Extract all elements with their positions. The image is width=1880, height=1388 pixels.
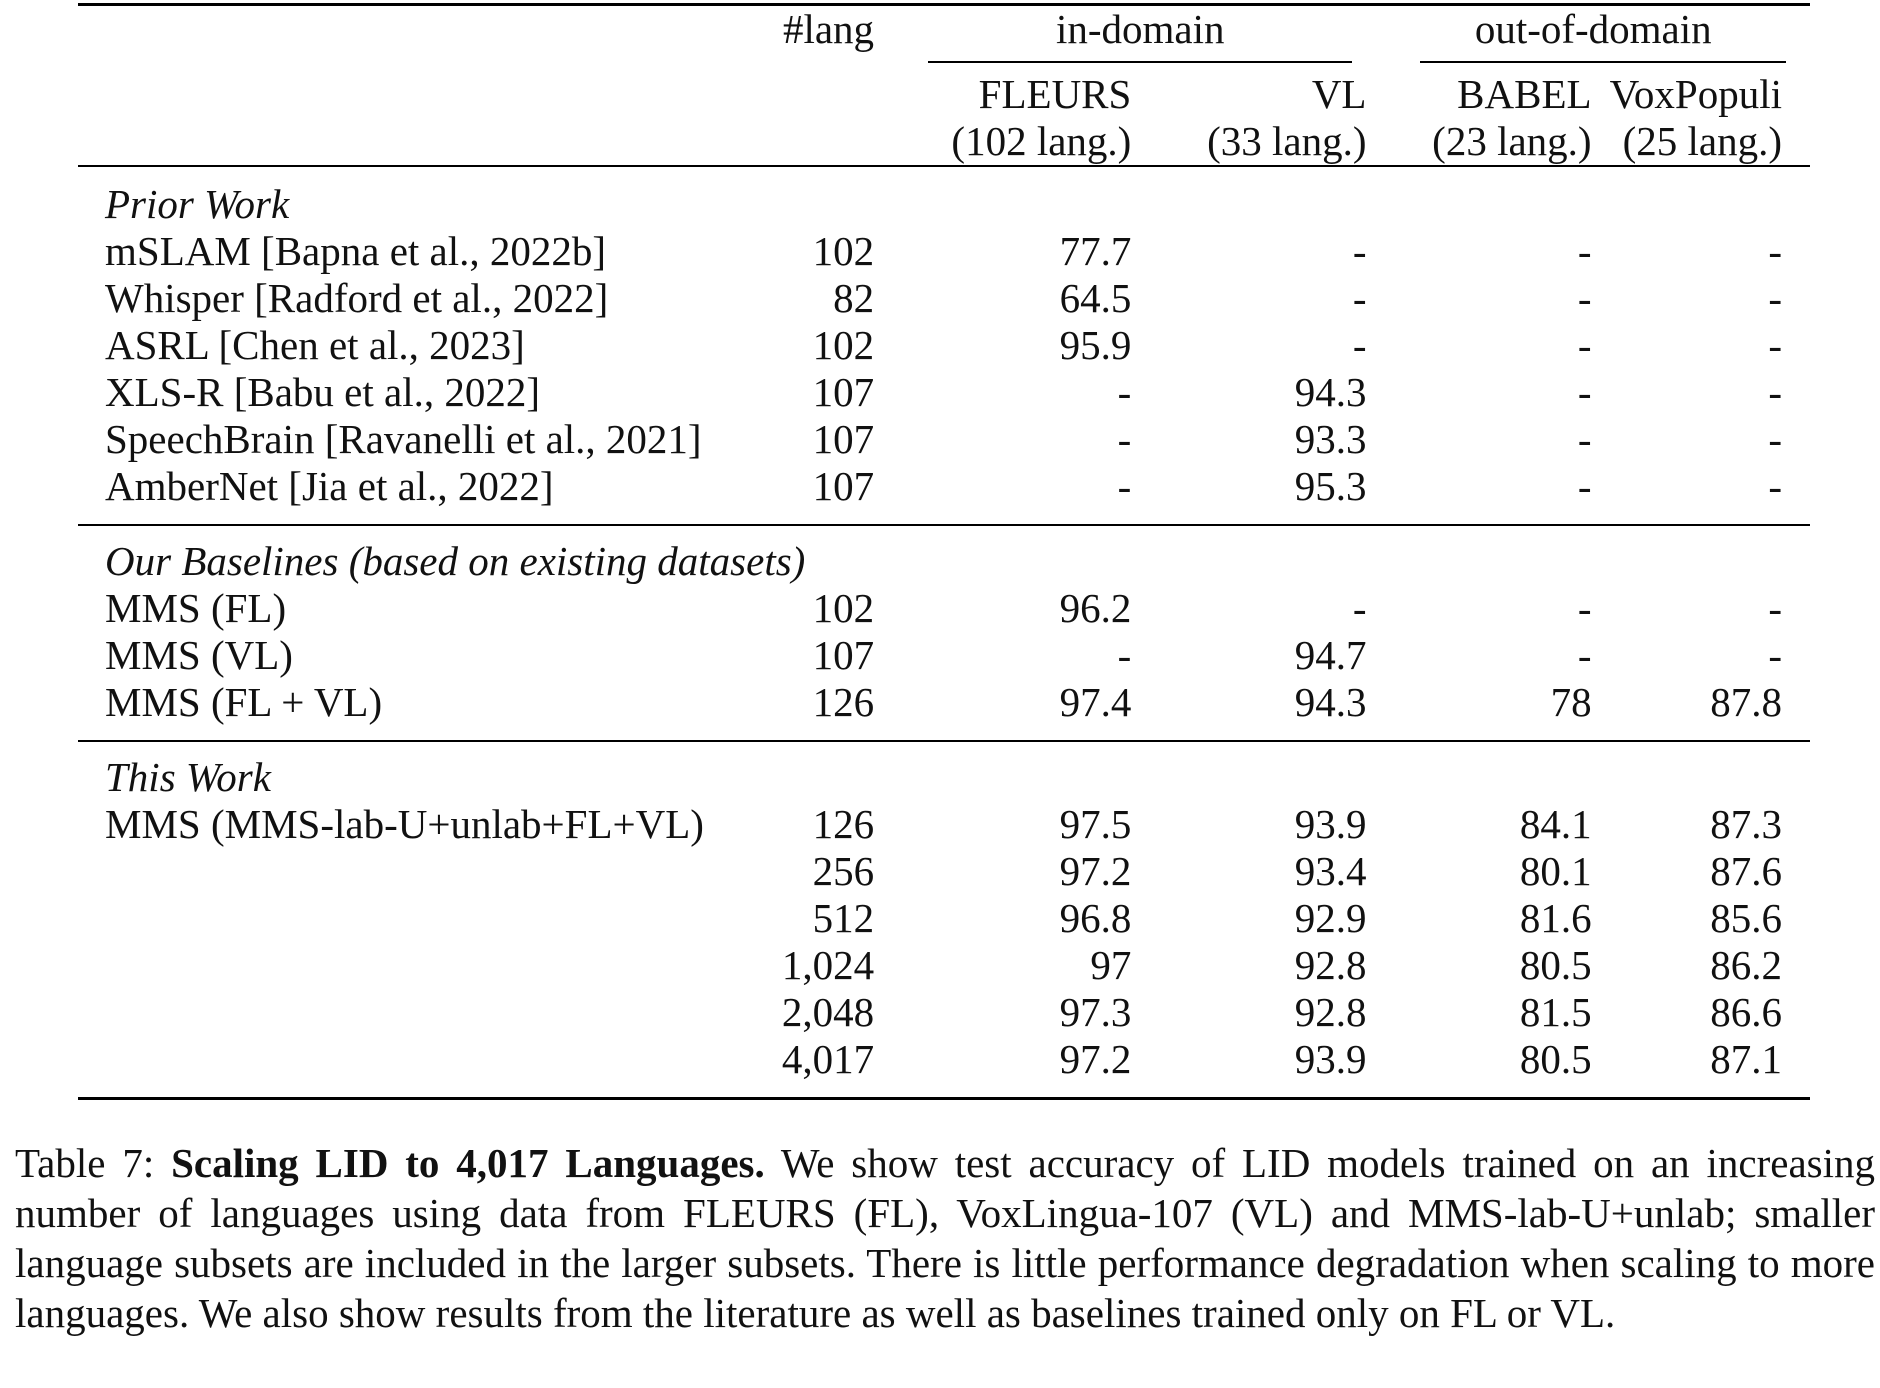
- fleurs-cell: -: [1117, 632, 1132, 678]
- voxpopuli-cell: -: [1768, 369, 1782, 415]
- model-name-cell: XLS-R [Babu et al., 2022]: [105, 369, 540, 415]
- in-domain-rule: [928, 61, 1352, 63]
- table-row: [78, 463, 1810, 525]
- fleurs-cell: 97.2: [904, 1036, 1159, 1099]
- babel-cell: -: [1577, 632, 1592, 678]
- fleurs-cell: 96.8: [1059, 895, 1132, 941]
- header-babel: BABEL (23 lang.): [1432, 71, 1592, 164]
- model-name-cell: ASRL [Chen et al., 2023]: [105, 322, 525, 368]
- table-row: [78, 801, 1810, 848]
- table-row: [78, 632, 1810, 679]
- header-empty-cell: [78, 5, 736, 72]
- caption-title: Scaling LID to 4,017 Languages.: [171, 1140, 765, 1186]
- lang-count-cell: 82: [833, 275, 875, 321]
- babel-cell: 81.5: [1519, 989, 1592, 1035]
- voxpopuli-cell: -: [1768, 228, 1782, 274]
- table-row: [78, 416, 1810, 463]
- in-domain-label: in-domain: [1056, 6, 1225, 52]
- table-row: [78, 942, 1810, 989]
- out-of-domain-rule: [1420, 61, 1786, 63]
- header-voxpopuli: VoxPopuli (25 lang.): [1609, 71, 1782, 164]
- lang-count-cell: 102: [812, 585, 875, 631]
- model-name-cell: [78, 989, 736, 1036]
- model-name-cell: MMS (VL): [105, 632, 293, 678]
- lang-count-cell: 102: [812, 228, 875, 274]
- table-caption: [15, 1138, 1875, 1338]
- fleurs-cell: -: [1117, 463, 1132, 509]
- voxpopuli-cell: -: [1768, 463, 1782, 509]
- table-row: [78, 1036, 1810, 1099]
- caption-text: We show test accuracy of LID models trained on an increasing number of languages using data from FLEURS (FL), VoxLingua-107 (VL) and MMS-lab-U+unlab; smaller language subsets are included in the larger subsets. There is little performance degradation when scaling to more languages. We also show results from the literature as well as baselines trained only on FL or VL.: [15, 1140, 1875, 1336]
- vl-cell: 92.8: [1294, 989, 1367, 1035]
- header-group-row: [78, 5, 1810, 72]
- voxpopuli-cell: -: [1768, 275, 1782, 321]
- voxpopuli-cell: -: [1768, 585, 1782, 631]
- fleurs-cell: 97.4: [1059, 679, 1132, 725]
- table-row: [78, 895, 1810, 942]
- section-title: Our Baselines (based on existing datasets): [78, 525, 1810, 585]
- voxpopuli-cell: 87.3: [1710, 801, 1782, 847]
- model-name-cell: [78, 848, 736, 895]
- model-name-cell: SpeechBrain [Ravanelli et al., 2021]: [105, 416, 702, 462]
- voxpopuli-cell: 87.8: [1710, 679, 1782, 725]
- header-out-of-domain: [1376, 5, 1810, 72]
- voxpopuli-cell: 86.2: [1710, 942, 1782, 988]
- model-name-cell: [78, 895, 736, 942]
- vl-cell: 94.7: [1294, 632, 1367, 678]
- babel-cell: -: [1577, 585, 1592, 631]
- vl-cell: 94.3: [1294, 679, 1367, 725]
- table-row: [78, 275, 1810, 322]
- lang-count-cell: 107: [812, 416, 875, 462]
- fleurs-cell: -: [1117, 416, 1132, 462]
- vl-cell: 93.9: [1159, 1036, 1376, 1099]
- voxpopuli-cell: 86.6: [1710, 989, 1782, 1035]
- babel-cell: -: [1577, 275, 1592, 321]
- fleurs-cell: 97.2: [1059, 848, 1132, 894]
- lang-count-cell: 512: [812, 895, 875, 941]
- lang-count-cell: 1,024: [781, 942, 875, 988]
- table-row: [78, 585, 1810, 632]
- babel-cell: 80.1: [1519, 848, 1592, 894]
- fleurs-cell: 96.2: [1059, 585, 1132, 631]
- model-name-cell: Whisper [Radford et al., 2022]: [105, 275, 609, 321]
- babel-cell: 81.6: [1519, 895, 1592, 941]
- header-lang: #lang: [736, 5, 904, 72]
- fleurs-cell: -: [1117, 369, 1132, 415]
- lang-count-cell: 256: [812, 848, 875, 894]
- vl-cell: 92.9: [1294, 895, 1367, 941]
- table-row: [78, 369, 1810, 416]
- model-name-cell: MMS (FL): [105, 585, 287, 631]
- lang-count-cell: 2,048: [781, 989, 875, 1035]
- model-name-cell: mSLAM [Bapna et al., 2022b]: [105, 228, 607, 274]
- vl-cell: -: [1352, 275, 1367, 321]
- fleurs-cell: 97.5: [1059, 801, 1132, 847]
- babel-cell: -: [1577, 369, 1592, 415]
- vl-cell: 94.3: [1294, 369, 1367, 415]
- model-name-cell: [78, 1036, 736, 1099]
- results-table: [78, 3, 1810, 1100]
- section-header-row: [78, 525, 1810, 585]
- fleurs-cell: 64.5: [1059, 275, 1132, 321]
- header-vl: VL (33 lang.): [1207, 71, 1367, 164]
- vl-cell: 93.9: [1294, 801, 1367, 847]
- vl-cell: -: [1352, 322, 1367, 368]
- lang-count-cell: 126: [812, 801, 875, 847]
- model-name-cell: AmberNet [Jia et al., 2022]: [105, 463, 554, 509]
- table-row: [78, 679, 1810, 741]
- fleurs-cell: 97.3: [1059, 989, 1132, 1035]
- table-row: [78, 848, 1810, 895]
- lang-count-cell: 107: [812, 369, 875, 415]
- vl-cell: -: [1352, 585, 1367, 631]
- voxpopuli-cell: -: [1768, 322, 1782, 368]
- caption-label: Table 7:: [15, 1140, 155, 1186]
- header-dataset-row: [78, 71, 1810, 166]
- babel-cell: -: [1577, 322, 1592, 368]
- fleurs-cell: 95.9: [1059, 322, 1132, 368]
- table-row: [78, 228, 1810, 275]
- model-name-cell: [78, 942, 736, 989]
- vl-cell: 95.3: [1294, 463, 1367, 509]
- lang-count-cell: 4,017: [736, 1036, 904, 1099]
- model-name-cell: MMS (MMS-lab-U+unlab+FL+VL): [105, 801, 704, 847]
- vl-cell: 93.4: [1294, 848, 1367, 894]
- model-name-cell: MMS (FL + VL): [105, 679, 383, 725]
- babel-cell: 84.1: [1519, 801, 1592, 847]
- section-title: Prior Work: [78, 166, 1810, 228]
- fleurs-cell: 97: [1090, 942, 1132, 988]
- lang-count-cell: 107: [812, 463, 875, 509]
- voxpopuli-cell: 87.6: [1710, 848, 1782, 894]
- section-header-row: [78, 166, 1810, 228]
- babel-cell: -: [1577, 416, 1592, 462]
- table-row: [78, 322, 1810, 369]
- fleurs-cell: 77.7: [1059, 228, 1132, 274]
- section-title: This Work: [78, 741, 1810, 801]
- babel-cell: -: [1577, 228, 1592, 274]
- lang-count-cell: 107: [812, 632, 875, 678]
- babel-cell: 80.5: [1376, 1036, 1609, 1099]
- voxpopuli-cell: 85.6: [1710, 895, 1782, 941]
- section-header-row: [78, 741, 1810, 801]
- header-in-domain: [904, 5, 1376, 72]
- vl-cell: 92.8: [1294, 942, 1367, 988]
- lang-count-cell: 102: [812, 322, 875, 368]
- header-fleurs: FLEURS (102 lang.): [951, 71, 1132, 164]
- vl-cell: -: [1352, 228, 1367, 274]
- table-row: [78, 989, 1810, 1036]
- voxpopuli-cell: -: [1768, 632, 1782, 678]
- lang-count-cell: 126: [812, 679, 875, 725]
- babel-cell: -: [1577, 463, 1592, 509]
- babel-cell: 80.5: [1519, 942, 1592, 988]
- babel-cell: 78: [1550, 679, 1592, 725]
- vl-cell: 93.3: [1294, 416, 1367, 462]
- out-of-domain-label: out-of-domain: [1474, 6, 1712, 52]
- voxpopuli-cell: -: [1768, 416, 1782, 462]
- voxpopuli-cell: 87.1: [1610, 1036, 1810, 1099]
